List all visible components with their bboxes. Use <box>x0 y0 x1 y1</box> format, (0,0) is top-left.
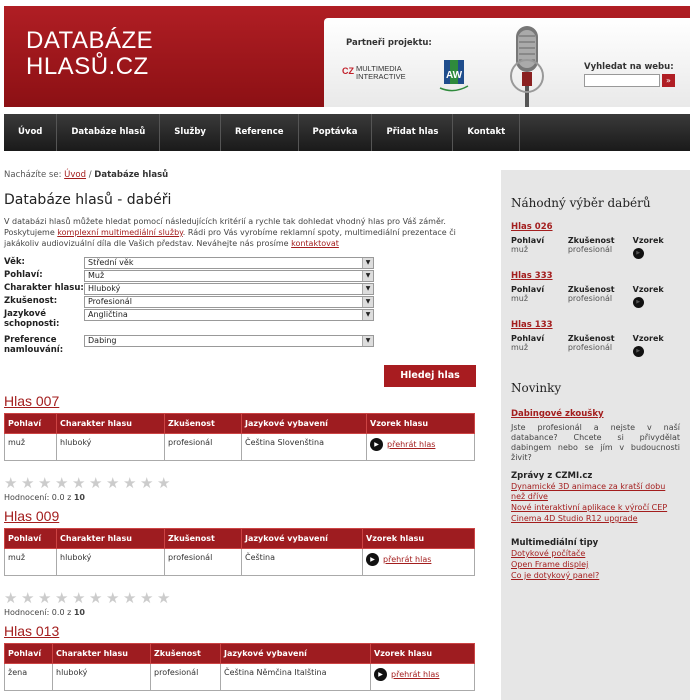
experience-select[interactable]: Profesionál ▼ <box>84 296 374 308</box>
sb-col-experience-label: Zkušenost <box>567 236 615 245</box>
sb-gender-value: muž <box>511 245 529 254</box>
cell-character: hluboký <box>57 434 165 461</box>
cell-languages: Čeština Slovenština <box>242 434 367 461</box>
breadcrumb-home-link[interactable]: Úvod <box>64 170 87 180</box>
sb-col-sample-label: Vzorek <box>632 334 664 343</box>
star-icon[interactable]: ★ <box>72 589 86 607</box>
star-icon[interactable]: ★ <box>55 589 69 607</box>
aw-text: AW <box>445 70 463 81</box>
main-nav <box>4 114 690 151</box>
th-sample: Vzorek hlasu <box>367 414 475 434</box>
mm-line2: INTERACTIVE <box>356 72 406 81</box>
table-header-row <box>5 414 475 434</box>
page-title: Databáze hlasů - dabéři <box>4 192 172 208</box>
age-select[interactable]: Střední věk ▼ <box>84 257 374 269</box>
sb-col-gender-label: Pohlaví <box>511 285 545 294</box>
contact-link[interactable]: kontaktovat <box>291 239 339 248</box>
star-icon[interactable]: ★ <box>106 474 120 492</box>
character-label: Charakter hlasu: <box>4 283 84 293</box>
star-icon[interactable]: ★ <box>157 474 171 492</box>
voice-table <box>4 643 475 691</box>
cell-experience: profesionál <box>151 664 221 691</box>
czmi-news-link[interactable]: Nové interaktivní aplikace k výročí CEP <box>511 503 668 512</box>
th-experience: Zkušenost <box>151 644 221 664</box>
sidebar-voice-details <box>511 285 680 308</box>
form-row-languages <box>4 309 476 335</box>
rating-label: Hodnocení: 0.0 z <box>4 493 74 502</box>
rating-text <box>4 608 476 617</box>
star-icon[interactable]: ★ <box>21 474 35 492</box>
form-row-character <box>4 283 476 296</box>
star-icon[interactable]: ★ <box>38 589 52 607</box>
preference-select[interactable]: Dabing ▼ <box>84 335 374 347</box>
cell-gender: žena <box>5 664 53 691</box>
sb-col-experience-label: Zkušenost <box>567 334 615 343</box>
play-icon[interactable]: ▶ <box>374 668 387 681</box>
news-link[interactable]: Dabingové zkoušky <box>511 409 604 419</box>
play-icon[interactable]: ▶ <box>633 346 644 357</box>
star-icon[interactable]: ★ <box>21 589 35 607</box>
star-icon[interactable]: ★ <box>89 589 103 607</box>
cell-sample <box>367 434 475 461</box>
cell-character: hluboký <box>53 664 151 691</box>
site-header <box>4 6 690 107</box>
sidebar-voice <box>511 222 680 259</box>
play-voice-link[interactable]: přehrát hlas <box>391 670 440 679</box>
form-row-experience <box>4 296 476 309</box>
nav-item-kontakt[interactable]: Kontakt <box>453 114 520 151</box>
cell-gender: muž <box>5 549 57 576</box>
sb-col-gender <box>511 334 568 357</box>
cell-experience: profesionál <box>165 549 242 576</box>
th-sample: Vzorek hlasu <box>363 529 475 549</box>
play-icon[interactable]: ▶ <box>366 553 379 566</box>
nav-item-databaze-hlasu[interactable]: Databáze hlasů <box>57 114 160 151</box>
cz-text: CZ <box>342 66 354 76</box>
th-character: Charakter hlasu <box>53 644 151 664</box>
services-link[interactable]: komplexní multimediální služby <box>57 228 183 237</box>
sidebar-voice <box>511 271 680 308</box>
star-icon[interactable]: ★ <box>89 474 103 492</box>
star-icon[interactable]: ★ <box>4 589 18 607</box>
star-icon[interactable]: ★ <box>38 474 52 492</box>
sb-gender-value: muž <box>511 343 529 352</box>
sb-col-experience <box>568 334 625 357</box>
sb-col-gender <box>511 285 568 308</box>
voice-title[interactable]: Hlas 009 <box>4 508 60 524</box>
cell-experience: profesionál <box>165 434 242 461</box>
mm-text <box>356 65 406 81</box>
sb-col-gender <box>511 236 568 259</box>
table-header-row <box>5 529 475 549</box>
breadcrumb-prefix: Nacházíte se: <box>4 170 65 180</box>
tips-link[interactable]: Co je dotykový panel? <box>511 571 600 580</box>
sidebar <box>501 170 690 700</box>
search-voice-button[interactable]: Hledej hlas <box>384 365 476 387</box>
main-content <box>4 170 476 691</box>
random-voices-title: Náhodný výběr dabérů <box>511 196 651 210</box>
intro-part2: . Rádi pro Vás vyrobíme reklamní spoty, multimediální prezentace či jakákoliv audiovizuální díla dle Vašich představ. Neváhejte nás prosíme <box>4 228 456 248</box>
nav-item-poptavka[interactable]: Poptávka <box>299 114 373 151</box>
sidebar-voice-link[interactable]: Hlas 026 <box>511 222 553 232</box>
sb-col-experience <box>568 236 625 259</box>
th-gender: Pohlaví <box>5 644 53 664</box>
tips-link[interactable]: Open Frame displej <box>511 560 589 569</box>
sidebar-voice-details <box>511 236 680 259</box>
character-select[interactable]: Hluboký ▼ <box>84 283 374 295</box>
sidebar-voice-details <box>511 334 680 357</box>
table-header-row <box>5 644 475 664</box>
play-voice-link[interactable]: přehrát hlas <box>387 440 436 449</box>
logo-line1: DATABÁZE <box>26 27 154 54</box>
th-languages: Jazykové vybavení <box>242 529 363 549</box>
table-row <box>5 434 475 461</box>
rating-max: 10 <box>73 608 85 617</box>
th-sample: Vzorek hlasu <box>371 644 475 664</box>
search-button-row <box>4 365 476 387</box>
rating-text <box>4 493 476 502</box>
star-icon[interactable]: ★ <box>106 589 120 607</box>
nav-fill <box>520 114 690 151</box>
th-gender: Pohlaví <box>5 529 57 549</box>
cell-sample <box>371 664 475 691</box>
tips-title: Multimediální tipy <box>511 538 599 548</box>
play-icon[interactable]: ▶ <box>633 248 644 259</box>
mm-line1: MULTIMEDIA <box>356 64 402 73</box>
rating-max: 10 <box>73 493 85 502</box>
intro-part1: V databázi hlasů můžete hledat pomocí následujících kritérií a rychle tak dohledat vhodný hlas pro Váš záměr. Poskytujeme <box>4 217 446 237</box>
star-icon[interactable]: ★ <box>140 474 154 492</box>
tips-link[interactable]: Dotykové počítače <box>511 549 586 558</box>
sb-col-experience-label: Zkušenost <box>567 285 615 294</box>
nav-item-sluzby[interactable]: Služby <box>160 114 221 151</box>
form-row-preference <box>4 335 476 361</box>
table-row <box>5 664 475 691</box>
sb-col-sample-label: Vzorek <box>632 236 664 245</box>
star-icon[interactable]: ★ <box>140 589 154 607</box>
cz-multimedia-logo[interactable] <box>342 62 420 86</box>
czmi-news-link[interactable]: Cinema 4D Studio R12 upgrade <box>511 514 638 523</box>
cell-languages: Čeština <box>242 549 363 576</box>
form-row-age <box>4 257 476 270</box>
breadcrumb-separator: / <box>86 170 95 180</box>
play-voice-link[interactable]: přehrát hlas <box>383 555 432 564</box>
news-title: Novinky <box>511 381 562 395</box>
site-logo[interactable] <box>26 28 153 80</box>
intro-text <box>4 216 476 249</box>
preference-label: Preference namlouvání: <box>4 335 64 355</box>
sb-col-experience <box>568 285 625 308</box>
play-icon[interactable]: ▶ <box>370 438 383 451</box>
voice-table <box>4 528 475 576</box>
form-row-gender <box>4 270 476 283</box>
star-icon[interactable]: ★ <box>123 474 137 492</box>
site-search-label: Vyhledat na webu: <box>584 62 674 72</box>
microphone-image <box>492 22 562 107</box>
sb-col-gender-label: Pohlaví <box>511 334 545 343</box>
nav-item-uvod[interactable]: Úvod <box>4 114 57 151</box>
languages-label: Jazykové schopnosti: <box>4 309 60 329</box>
logo-line2: HLASŮ.CZ <box>26 53 149 80</box>
gender-label: Pohlaví: <box>4 270 43 280</box>
sb-experience-value: profesionál <box>567 343 613 352</box>
cell-languages: Čeština Němčina Italština <box>221 664 371 691</box>
rating-stars <box>4 475 476 491</box>
th-character: Charakter hlasu <box>57 414 165 434</box>
gender-select[interactable]: Muž ▼ <box>84 270 374 282</box>
star-icon[interactable]: ★ <box>123 589 137 607</box>
czmi-news-link[interactable]: Dynamické 3D animace za kratší dobu než dříve <box>511 482 666 501</box>
table-row <box>5 549 475 576</box>
sb-col-gender-label: Pohlaví <box>511 236 545 245</box>
th-languages: Jazykové vybavení <box>221 644 371 664</box>
sb-col-sample <box>633 236 680 259</box>
th-character: Charakter hlasu <box>57 529 165 549</box>
partners-label: Partneři projektu: <box>346 38 432 48</box>
site-search-input[interactable] <box>584 74 660 87</box>
th-languages: Jazykové vybavení <box>242 414 367 434</box>
voice-title[interactable]: Hlas 007 <box>4 393 60 409</box>
aw-studio-logo[interactable] <box>436 54 472 94</box>
star-icon[interactable]: ★ <box>4 474 18 492</box>
sb-experience-value: profesionál <box>567 294 613 303</box>
site-search-button[interactable]: » <box>662 74 675 87</box>
breadcrumb <box>4 170 476 180</box>
sidebar-voice-link[interactable]: Hlas 133 <box>511 320 553 330</box>
sb-gender-value: muž <box>511 294 529 303</box>
cell-character: hluboký <box>57 549 165 576</box>
star-icon[interactable]: ★ <box>55 474 69 492</box>
sb-col-sample <box>633 285 680 308</box>
cell-gender: muž <box>5 434 57 461</box>
sb-experience-value: profesionál <box>567 245 613 254</box>
voice-table <box>4 413 475 461</box>
experience-label: Zkušenost: <box>4 296 58 306</box>
breadcrumb-current: Databáze hlasů <box>94 170 169 180</box>
age-label: Věk: <box>4 257 25 267</box>
rating-stars <box>4 590 476 606</box>
sidebar-voice <box>511 320 680 357</box>
nav-item-reference[interactable]: Reference <box>221 114 299 151</box>
news-text: Jste profesionál a nejste v naší databance? Chcete si přivydělat dabingem nebo se jím v budoucnosti živit? <box>511 423 680 462</box>
sb-col-sample <box>633 334 680 357</box>
play-icon[interactable]: ▶ <box>633 297 644 308</box>
th-gender: Pohlaví <box>5 414 57 434</box>
sidebar-voice-link[interactable]: Hlas 333 <box>511 271 553 281</box>
star-icon[interactable]: ★ <box>72 474 86 492</box>
th-experience: Zkušenost <box>165 414 242 434</box>
czmi-news-title: Zprávy z CZMI.cz <box>511 471 593 481</box>
nav-item-pridat-hlas[interactable]: Přidat hlas <box>372 114 453 151</box>
languages-select[interactable]: Angličtina ▼ <box>84 309 374 321</box>
partner-box <box>324 18 690 107</box>
cell-sample <box>363 549 475 576</box>
voice-title[interactable]: Hlas 013 <box>4 623 60 639</box>
rating-label: Hodnocení: 0.0 z <box>4 608 74 617</box>
sb-col-sample-label: Vzorek <box>632 285 664 294</box>
search-form <box>4 257 476 387</box>
th-experience: Zkušenost <box>165 529 242 549</box>
star-icon[interactable]: ★ <box>157 589 171 607</box>
